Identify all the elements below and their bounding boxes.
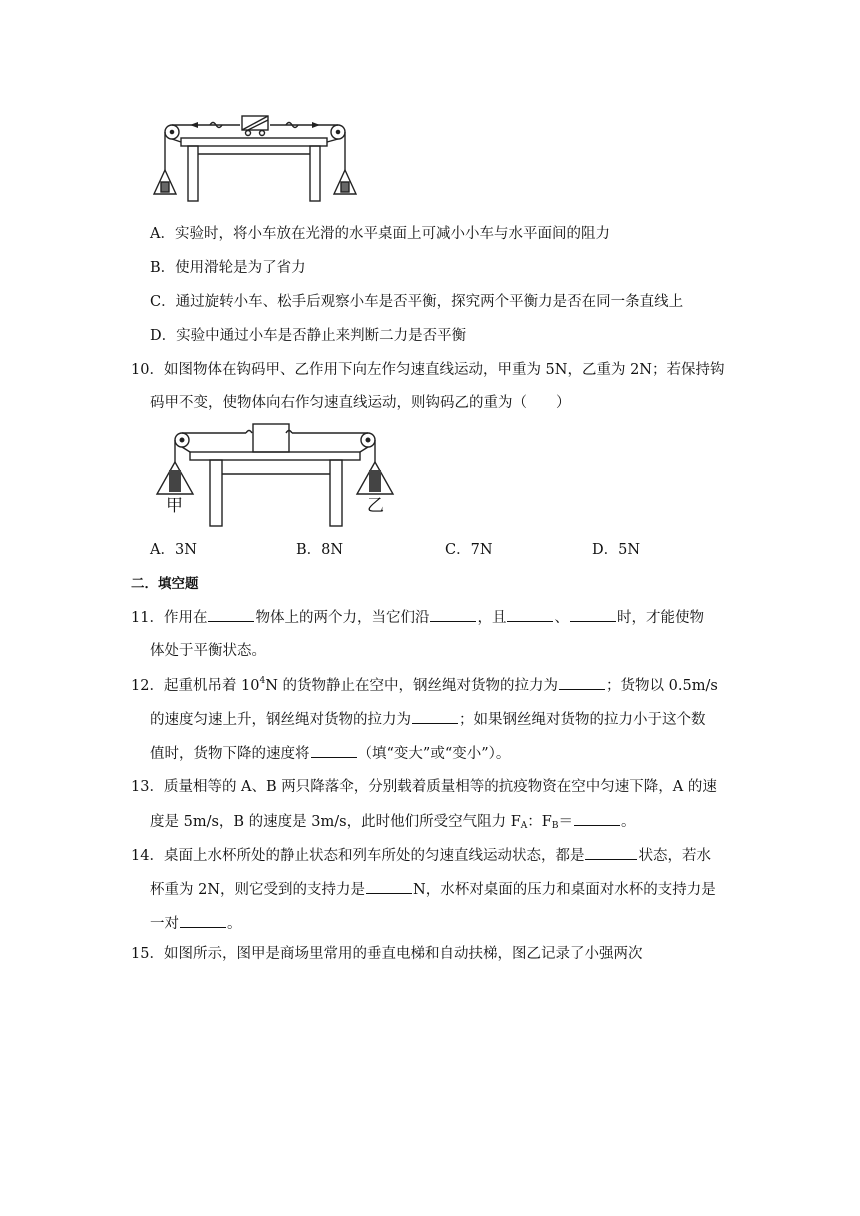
q9-option-b: B．使用滑轮是为了省力: [150, 260, 306, 276]
q14-line3: 一对 。: [150, 913, 242, 934]
q12-line3: 值时，货物下降的速度将 （填“变大”或“变小”）。: [150, 743, 510, 764]
weight-label-jia: 甲: [166, 496, 183, 516]
q10-option-b: B．8N: [296, 542, 344, 558]
q9-option-a: A．实验时，将小车放在光滑的水平桌面上可减小小车与水平面间的阻力: [150, 226, 610, 242]
answer-blank: [570, 607, 616, 622]
answer-blank: [574, 811, 620, 826]
cart-balance-figure: [148, 112, 364, 204]
section-title-fill-in: 二．填空题: [131, 576, 199, 592]
answer-blank: [412, 709, 458, 724]
q10-stem-line2: 码甲不变，使物体向右作匀速直线运动，则钩码乙的重为（ ）: [150, 395, 571, 411]
q13-line1: 13．质量相等的 A、B 两只降落伞，分别载着质量相等的抗疫物资在空中匀速下降，A 的速: [131, 779, 717, 795]
answer-blank: [311, 743, 357, 758]
q14-line2: 杯重为 2N，则它受到的支持力是 N，水杯对桌面的压力和桌面对水杯的支持力是: [150, 879, 716, 900]
answer-blank: [208, 607, 254, 622]
q14-line1: 14．桌面上水杯所处的静止状态和列车所处的匀速直线运动状态，都是 状态，若水: [131, 845, 711, 866]
q11-line1: 11．作用在 物体上的两个力，当它们沿 ，且 、 时，才能使物: [131, 607, 704, 628]
q15-line1: 15．如图所示，图甲是商场里常用的垂直电梯和自动扶梯，图乙记录了小强两次: [131, 946, 643, 962]
answer-blank: [585, 845, 637, 860]
q12-line1: 12．起重机吊着 $10^4N$ 的货物静止在空中，钢丝绳对货物的拉力为 ；货物以 0.5m/s: [131, 676, 718, 694]
answer-blank: [430, 607, 476, 622]
q9-option-d: D．实验中通过小车是否静止来判断二力是否平衡: [150, 328, 467, 344]
q10-option-c: C．7N: [445, 542, 493, 558]
answer-blank: [180, 913, 226, 928]
q9-option-c: C．通过旋转小车、松手后观察小车是否平衡，探究两个平衡力是否在同一条直线上: [150, 294, 684, 310]
q13-line2: 度是 5m/s，B 的速度是 3m/s，此时他们所受空气阻力 $F_A$：$F_B=$ 。: [150, 811, 635, 832]
answer-blank: [559, 675, 605, 690]
q10-option-a: A．3N: [150, 542, 197, 558]
answer-blank: [366, 879, 412, 894]
weight-label-yi: 乙: [367, 496, 384, 516]
q10-stem-line1: 10．如图物体在钩码甲、乙作用下向左作匀速直线运动，甲重为 5N，乙重为 2N；若保持钩: [131, 362, 725, 378]
q10-option-d: D．5N: [592, 542, 641, 558]
answer-blank: [507, 607, 553, 622]
q11-line2: 体处于平衡状态。: [150, 643, 266, 659]
q12-line2: 的速度匀速上升，钢丝绳对货物的拉力为 ；如果钢丝绳对货物的拉力小于这个数: [150, 709, 706, 730]
